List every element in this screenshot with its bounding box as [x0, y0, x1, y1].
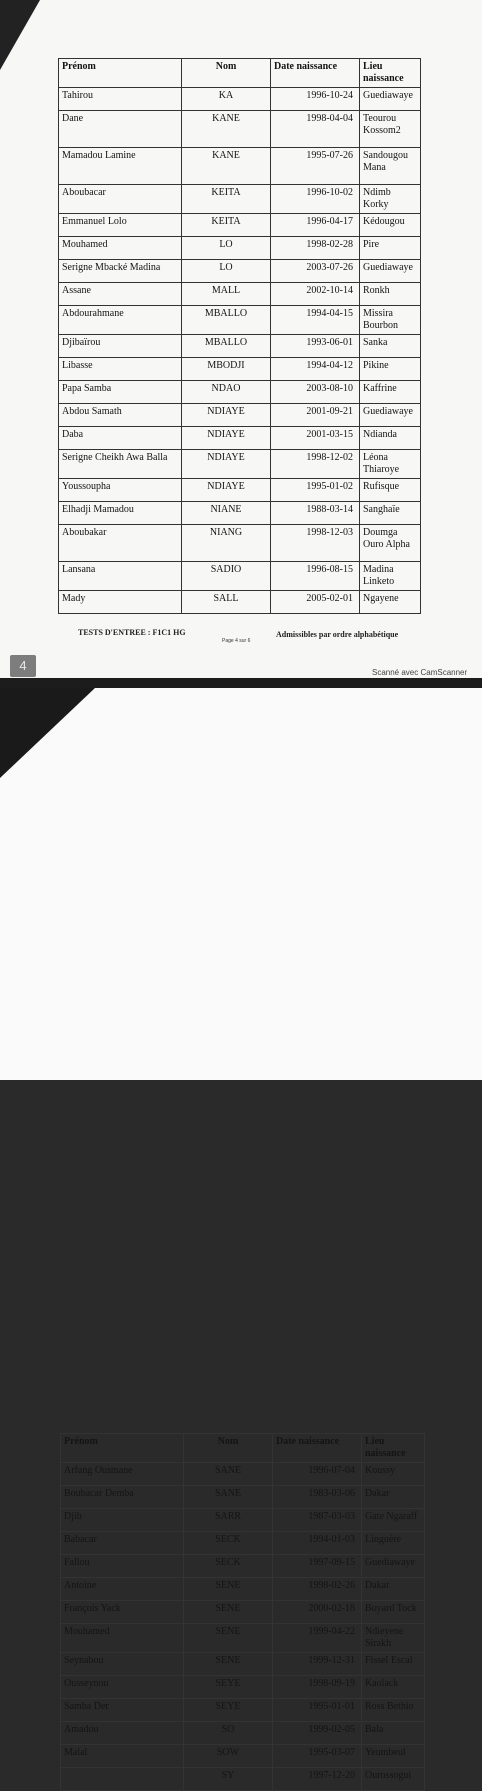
- cell-date-naissance: 1998-04-04: [271, 111, 360, 148]
- footer-list-note: Admissibles par ordre alphabétique: [276, 630, 399, 639]
- cell-nom: SANE: [184, 1486, 273, 1509]
- table-row: [59, 562, 421, 591]
- cell-date-naissance: 1997-09-15: [273, 1555, 362, 1578]
- cell-date-naissance: 1994-04-15: [271, 306, 360, 335]
- cell-prenom: Babacar: [61, 1532, 184, 1555]
- cell-date-naissance: 2003-07-26: [271, 260, 360, 283]
- cell-lieu-naissance: Bala: [362, 1722, 425, 1745]
- cell-prenom: [61, 1768, 184, 1791]
- cell-prenom: Mamadou Lamine: [59, 148, 182, 185]
- cell-date-naissance: 1996-07-04: [273, 1463, 362, 1486]
- cell-nom: SY: [184, 1768, 273, 1791]
- page-thumbnail-number[interactable]: 4: [10, 655, 36, 677]
- cell-prenom: Abdourahmane: [59, 306, 182, 335]
- cell-nom: SALL: [182, 591, 271, 614]
- table-row: [59, 381, 421, 404]
- cell-nom: SENE: [184, 1624, 273, 1653]
- cell-date-naissance: 2002-10-14: [271, 283, 360, 306]
- cell-nom: NIANE: [182, 502, 271, 525]
- table-row: [61, 1532, 425, 1555]
- cell-lieu-naissance: Léona Thiaroye: [360, 450, 421, 479]
- cell-lieu-naissance: Linguére: [362, 1532, 425, 1555]
- cell-prenom: Samba Der: [61, 1699, 184, 1722]
- cell-lieu-naissance: Koussy: [362, 1463, 425, 1486]
- table-row: [59, 335, 421, 358]
- cell-date-naissance: 2001-09-21: [271, 404, 360, 427]
- table-row: [61, 1768, 425, 1791]
- cell-prenom: Elhadji Mamadou: [59, 502, 182, 525]
- cell-lieu-naissance: Ndianda: [360, 427, 421, 450]
- table-row: [61, 1722, 425, 1745]
- cell-prenom: Aboubakar: [59, 525, 182, 562]
- cell-date-naissance: 1999-12-31: [273, 1653, 362, 1676]
- cell-prenom: Abdou Samath: [59, 404, 182, 427]
- table-row: [61, 1578, 425, 1601]
- cell-nom: MALL: [182, 283, 271, 306]
- table-row: [59, 111, 421, 148]
- cell-lieu-naissance: Sanka: [360, 335, 421, 358]
- cell-nom: NDIAYE: [182, 404, 271, 427]
- cell-lieu-naissance: Ngayene: [360, 591, 421, 614]
- cell-date-naissance: 1993-06-01: [271, 335, 360, 358]
- cell-lieu-naissance: Dakar: [362, 1578, 425, 1601]
- cell-nom: MBODJI: [182, 358, 271, 381]
- header-date-naissance: Date naissance: [273, 1434, 362, 1463]
- cell-date-naissance: 2005-02-01: [271, 591, 360, 614]
- cell-date-naissance: 1995-03-07: [273, 1745, 362, 1768]
- cell-nom: SENE: [184, 1653, 273, 1676]
- cell-date-naissance: 1994-04-12: [271, 358, 360, 381]
- cell-nom: NDIAYE: [182, 427, 271, 450]
- page-fold-corner: [0, 688, 70, 758]
- cell-prenom: Assane: [59, 283, 182, 306]
- table-row: [59, 214, 421, 237]
- table-row: [59, 306, 421, 335]
- cell-date-naissance: 1999-04-22: [273, 1624, 362, 1653]
- cell-date-naissance: 1998-02-26: [273, 1578, 362, 1601]
- table-row: [59, 502, 421, 525]
- header-prenom: Prénom: [61, 1434, 184, 1463]
- cell-lieu-naissance: Guediawaye: [360, 88, 421, 111]
- table-header-row: [61, 1434, 425, 1463]
- cell-prenom: Youssoupha: [59, 479, 182, 502]
- cell-lieu-naissance: Ross Bethio: [362, 1699, 425, 1722]
- cell-date-naissance: 1983-03-06: [273, 1486, 362, 1509]
- cell-nom: KA: [182, 88, 271, 111]
- table-row: [59, 427, 421, 450]
- cell-nom: SEYE: [184, 1699, 273, 1722]
- cell-lieu-naissance: Guediawaye: [362, 1555, 425, 1578]
- cell-lieu-naissance: Pikine: [360, 358, 421, 381]
- cell-date-naissance: 1994-01-03: [273, 1532, 362, 1555]
- cell-nom: SENE: [184, 1601, 273, 1624]
- table-row: [59, 88, 421, 111]
- cell-prenom: Lansana: [59, 562, 182, 591]
- cell-lieu-naissance: Kaolack: [362, 1676, 425, 1699]
- table-row: [59, 185, 421, 214]
- table-row: [61, 1699, 425, 1722]
- cell-prenom: Daba: [59, 427, 182, 450]
- cell-nom: SECK: [184, 1555, 273, 1578]
- cell-lieu-naissance: Guediawaye: [360, 404, 421, 427]
- cell-lieu-naissance: Pire: [360, 237, 421, 260]
- table-header-row: [59, 59, 421, 88]
- cell-lieu-naissance: Ndieyene Sirakh: [362, 1624, 425, 1653]
- admissibles-table-page-5: [60, 1433, 425, 1791]
- table-row: [61, 1509, 425, 1532]
- cell-prenom: Tahirou: [59, 88, 182, 111]
- cell-prenom: Serigne Mbacké Madina: [59, 260, 182, 283]
- cell-nom: SECK: [184, 1532, 273, 1555]
- cell-date-naissance: 2003-08-10: [271, 381, 360, 404]
- header-date-naissance: Date naissance: [271, 59, 360, 88]
- cell-date-naissance: 1995-01-02: [271, 479, 360, 502]
- cell-prenom: Dane: [59, 111, 182, 148]
- table-row: [61, 1463, 425, 1486]
- cell-date-naissance: 1999-02-05: [273, 1722, 362, 1745]
- cell-nom: MBALLO: [182, 335, 271, 358]
- cell-prenom: Amadou: [61, 1722, 184, 1745]
- scanned-page-4: [0, 0, 482, 678]
- cell-date-naissance: 1988-03-14: [271, 502, 360, 525]
- cell-lieu-naissance: Dakar: [362, 1486, 425, 1509]
- cell-date-naissance: 1998-09-19: [273, 1676, 362, 1699]
- cell-nom: SADIO: [182, 562, 271, 591]
- cell-prenom: Emmanuel Lolo: [59, 214, 182, 237]
- cell-nom: NDIAYE: [182, 479, 271, 502]
- header-lieu-naissance: Lieu naissance: [360, 59, 421, 88]
- cell-prenom: Djib: [61, 1509, 184, 1532]
- cell-nom: KEITA: [182, 214, 271, 237]
- cell-prenom: Ousseynou: [61, 1676, 184, 1699]
- cell-lieu-naissance: Yeumbeul: [362, 1745, 425, 1768]
- cell-date-naissance: 1998-02-28: [271, 237, 360, 260]
- page-separator: [0, 678, 482, 688]
- header-nom: Nom: [184, 1434, 273, 1463]
- cell-prenom: Mady: [59, 591, 182, 614]
- cell-date-naissance: 1995-07-26: [271, 148, 360, 185]
- cell-date-naissance: 1996-04-17: [271, 214, 360, 237]
- cell-lieu-naissance: Sanghaïe: [360, 502, 421, 525]
- cell-nom: NDIAYE: [182, 450, 271, 479]
- cell-nom: MBALLO: [182, 306, 271, 335]
- cell-prenom: Djibaïrou: [59, 335, 182, 358]
- cell-date-naissance: 2000-02-18: [273, 1601, 362, 1624]
- cell-date-naissance: 1996-08-15: [271, 562, 360, 591]
- cell-prenom: Serigne Cheikh Awa Balla: [59, 450, 182, 479]
- cell-lieu-naissance: Kédougou: [360, 214, 421, 237]
- table-row: [59, 148, 421, 185]
- table-row: [59, 237, 421, 260]
- cell-prenom: Papa Samba: [59, 381, 182, 404]
- cell-lieu-naissance: Fissel Escal: [362, 1653, 425, 1676]
- cell-lieu-naissance: Madina Linketo: [360, 562, 421, 591]
- cell-lieu-naissance: Ronkh: [360, 283, 421, 306]
- page-number: Page 4 sur 6: [222, 638, 251, 644]
- cell-date-naissance: 2001-03-15: [271, 427, 360, 450]
- table-row: [61, 1653, 425, 1676]
- cell-lieu-naissance: Kaffrine: [360, 381, 421, 404]
- cell-nom: KEITA: [182, 185, 271, 214]
- table-row: [61, 1601, 425, 1624]
- cell-prenom: Arfang Ousmane: [61, 1463, 184, 1486]
- table-row: [61, 1676, 425, 1699]
- table-row: [61, 1624, 425, 1653]
- cell-nom: KANE: [182, 111, 271, 148]
- cell-lieu-naissance: Gate Ngaraff: [362, 1509, 425, 1532]
- cell-date-naissance: 1987-03-03: [273, 1509, 362, 1532]
- admissibles-table-page-4: [58, 58, 421, 614]
- cell-prenom: François Yack: [61, 1601, 184, 1624]
- cell-lieu-naissance: Doumga Ouro Alpha: [360, 525, 421, 562]
- cell-date-naissance: 1998-12-02: [271, 450, 360, 479]
- cell-prenom: Aboubacar: [59, 185, 182, 214]
- cell-prenom: Malal: [61, 1745, 184, 1768]
- cell-date-naissance: 1996-10-24: [271, 88, 360, 111]
- cell-prenom: Libasse: [59, 358, 182, 381]
- cell-nom: SANE: [184, 1463, 273, 1486]
- cell-lieu-naissance: Rufisque: [360, 479, 421, 502]
- table-row: [59, 450, 421, 479]
- table-row: [59, 404, 421, 427]
- cell-nom: NIANG: [182, 525, 271, 562]
- cell-nom: SENE: [184, 1578, 273, 1601]
- table-row: [59, 283, 421, 306]
- cell-date-naissance: 1995-01-01: [273, 1699, 362, 1722]
- table-row: [61, 1555, 425, 1578]
- cell-prenom: Antoine: [61, 1578, 184, 1601]
- cell-prenom: Fallou: [61, 1555, 184, 1578]
- header-prenom: Prénom: [59, 59, 182, 88]
- cell-nom: SARR: [184, 1509, 273, 1532]
- table-row: [61, 1486, 425, 1509]
- cell-lieu-naissance: Boyard Tock: [362, 1601, 425, 1624]
- cell-nom: NDAO: [182, 381, 271, 404]
- cell-nom: LO: [182, 260, 271, 283]
- cell-nom: KANE: [182, 148, 271, 185]
- footer-test-title: TESTS D'ENTREE : F1C1 HG: [78, 628, 186, 637]
- cell-lieu-naissance: Teourou Kossom2: [360, 111, 421, 148]
- cell-lieu-naissance: Ourossogui: [362, 1768, 425, 1791]
- cell-prenom: Mouhamed: [59, 237, 182, 260]
- table-row: [59, 479, 421, 502]
- table-row: [59, 260, 421, 283]
- table-row: [59, 591, 421, 614]
- cell-nom: SO: [184, 1722, 273, 1745]
- cell-lieu-naissance: Sandougou Mana: [360, 148, 421, 185]
- table-row: [59, 358, 421, 381]
- scanned-page-5: [0, 688, 482, 1781]
- cell-date-naissance: 1996-10-02: [271, 185, 360, 214]
- cell-nom: SOW: [184, 1745, 273, 1768]
- cell-lieu-naissance: Ndimb Korky: [360, 185, 421, 214]
- cell-nom: LO: [182, 237, 271, 260]
- scanner-watermark: Scanné avec CamScanner: [372, 668, 468, 677]
- cell-lieu-naissance: Guediawaye: [360, 260, 421, 283]
- cell-date-naissance: 1997-12-20: [273, 1768, 362, 1791]
- cell-prenom: Mouhamed: [61, 1624, 184, 1653]
- cell-prenom: Boubacar Demba: [61, 1486, 184, 1509]
- table-row: [59, 525, 421, 562]
- cell-lieu-naissance: Missira Bourbon: [360, 306, 421, 335]
- header-lieu-naissance: Lieu naissance: [362, 1434, 425, 1463]
- cell-nom: SEYE: [184, 1676, 273, 1699]
- cell-prenom: Seynabou: [61, 1653, 184, 1676]
- header-nom: Nom: [182, 59, 271, 88]
- cell-date-naissance: 1998-12-03: [271, 525, 360, 562]
- table-row: [61, 1745, 425, 1768]
